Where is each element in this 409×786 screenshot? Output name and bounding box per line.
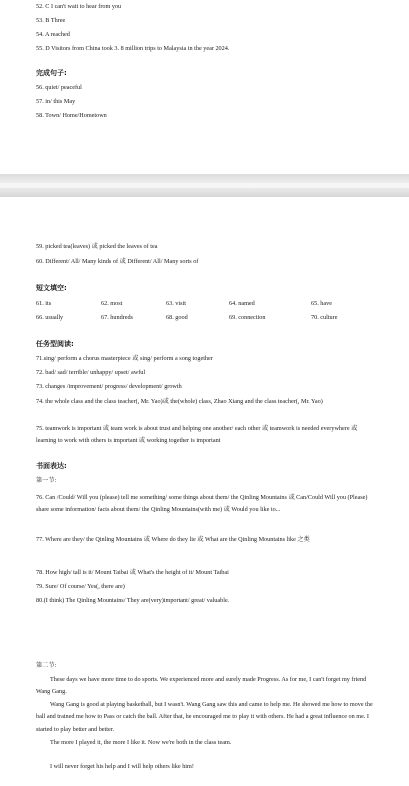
answer-77: 77. Where are they/ the Qinling Mountains 或 Where do they lie 或 What are the Qinling Mountains like 之类 — [36, 536, 310, 543]
answer-62: 62. most — [101, 300, 123, 307]
essay-paragraph-3: The more I played it, the more I like it. Now we're both in the class team. — [50, 739, 232, 746]
answer-71: 71.sing/ perform a chorus masterpiece 或 sing/ perform a song together — [36, 355, 213, 362]
heading-complete-sentences: 完成句子: — [36, 69, 67, 77]
answer-78: 78. How high/ tall is it/ Mount Taibai 或 What's the height of it/ Mount Taibai — [36, 569, 229, 576]
answer-58: 58. Town/ Home/Hometown — [36, 112, 107, 119]
answer-66: 66. usually — [36, 314, 64, 321]
heading-writing: 书面表达: — [36, 462, 67, 470]
essay-paragraph-2: Wang Gang is good at playing basketball, but I wasn't. Wang Gang saw this and came to help me. He showed me how to move the ball and trained me how to Pass or catch the ball. After that, he encouraged me to play it with others. He had a great influence on me. I started to play better and better. — [36, 701, 373, 733]
answer-73: 73. changes /improvement/ progress/ development/ growth — [36, 383, 182, 390]
heading-cloze: 短文填空: — [36, 284, 67, 292]
answer-75: 75. teamwork is important 或 team work is about trust and helping one another/ each other 或 teamwork is needed everywhere 或 learning to work with others is important 或 working together is important — [36, 425, 358, 444]
page-top — [0, 0, 409, 174]
answer-79: 79. Sure/ Of course/ Yes(, there are) — [36, 583, 125, 590]
answer-76: 76. Can /Could/ Will you (please) tell me something/ some things about them/ the Qinling Mountains 或 Can/Could Will you (Please) share some information/ facts about them/ the Qinling Mountains(with me) 或 Would you like to... — [36, 494, 368, 513]
answer-72: 72. bad/ sad/ terrible/ unhappy/ upset/ awful — [36, 369, 146, 376]
answer-56: 56. quiet/ peaceful — [36, 84, 82, 91]
answer-65: 65. have — [311, 300, 332, 307]
answer-68: 68. good — [166, 314, 188, 321]
answer-70: 70. culture — [311, 314, 338, 321]
answer-57: 57. in/ this May — [36, 98, 76, 105]
answer-61: 61. its — [36, 300, 52, 307]
page-divider — [0, 174, 409, 197]
section-1-label: 第一节: — [36, 477, 57, 484]
answer-52: 52. C I can't wait to hear from you — [36, 3, 122, 10]
answer-69: 69. connection — [229, 314, 266, 321]
answer-80: 80.(I think) The Qinling Mountains/ They are(very)important/ great/ valuable. — [36, 597, 230, 604]
answer-74: 74. the whole class and the class teacher(, Mr. Yao)或 the(whole) class, Zhao Xiang and the class teacher(, Mr. Yao) — [36, 398, 323, 405]
section-2-label: 第二节: — [36, 662, 57, 669]
answer-64: 64. named — [229, 300, 255, 307]
answer-67: 67. hundreds — [101, 314, 133, 321]
answer-63: 63. visit — [166, 300, 186, 307]
answer-59: 59. picked tea(leaves) 或 picked the leaves of tea — [36, 243, 158, 250]
answer-60: 60. Different/ All/ Many kinds of 或 Different/ All/ Many sorts of — [36, 258, 199, 265]
essay-closing-line: I will never forget his help and I will help others like him! — [50, 763, 194, 770]
essay-paragraph-1: These days we have more time to do sports. We experienced more and surely made Progress. As for me, I can't forget my friend Wang Gang. — [36, 676, 367, 696]
answer-55: 55. D Visitors from China took 3. 8 million trips to Malaysia in the year 2024. — [36, 45, 230, 52]
answer-53: 53. B Three — [36, 17, 66, 24]
heading-task-reading: 任务型阅读: — [36, 340, 74, 348]
answer-54: 54. A reached — [36, 31, 70, 38]
